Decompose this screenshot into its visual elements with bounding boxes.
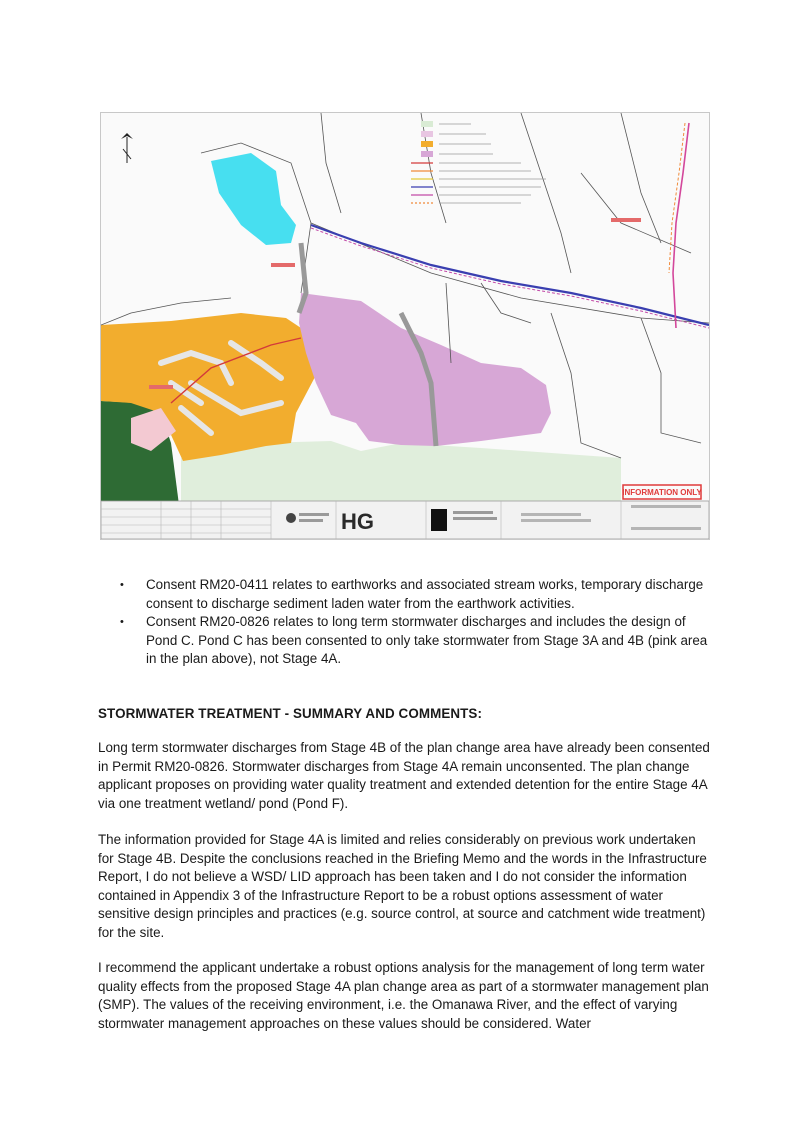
hg-logo: HG: [341, 509, 374, 534]
section-heading: STORMWATER TREATMENT - SUMMARY AND COMMENTS:: [98, 706, 483, 721]
list-item: [118, 613, 718, 669]
stamp-text: INFORMATION ONLY: [622, 488, 702, 497]
information-only-stamp: [622, 485, 702, 499]
site-plan-figure: [100, 112, 710, 540]
paragraph: The information provided for Stage 4A is limited and relies considerably on previous work undertaken for Stage 4B. Despite the conclusions reached in the Briefing Memo and the words in the Infrastructure Report, I do not believe a WSD/ LID approach has been taken and I do not consider the information contained in Appendix 3 of the Infrastructure Report to be a robust options assessment of water sensitive design principles and practices (e.g. source control, at source and catchment wide treatment) for the site.: [98, 832, 707, 940]
bullet-text: Consent RM20-0411 relates to earthworks and associated stream works, temporary discharge consent to discharge sediment laden water from the earthwork activities.: [146, 577, 704, 611]
bullet-icon: •: [120, 616, 124, 628]
paragraph: Long term stormwater discharges from Stage 4B of the plan change area have already been consented in Permit RM20-0826. Stormwater discharges from Stage 4A remain unconsented. The plan change applicant proposes on providing water quality treatment and extended detention for the entire Stage 4A via one treatment wetland/ pond (Pond F).: [98, 740, 710, 811]
bullet-text: Consent RM20-0826 relates to long term stormwater discharges and includes the design of Pond C. Pond C has been consented to only take stormwater from Stage 3A and 4B (pink area in the plan above), not Stage 4A.: [146, 614, 708, 666]
site-plan-map: [101, 113, 709, 539]
paragraph: I recommend the applicant undertake a robust options analysis for the management of long term water quality effects from the proposed Stage 4A plan change area as part of a stormwater management plan (SMP). The values of the receiving environment, i.e. the Omanawa River, and the effect of varying stormwater management approaches on these values should be considered. Water: [98, 960, 709, 1031]
bullet-icon: •: [120, 579, 124, 591]
consent-bullet-list: [118, 576, 718, 669]
title-block: [101, 501, 709, 539]
list-item: [118, 576, 718, 613]
